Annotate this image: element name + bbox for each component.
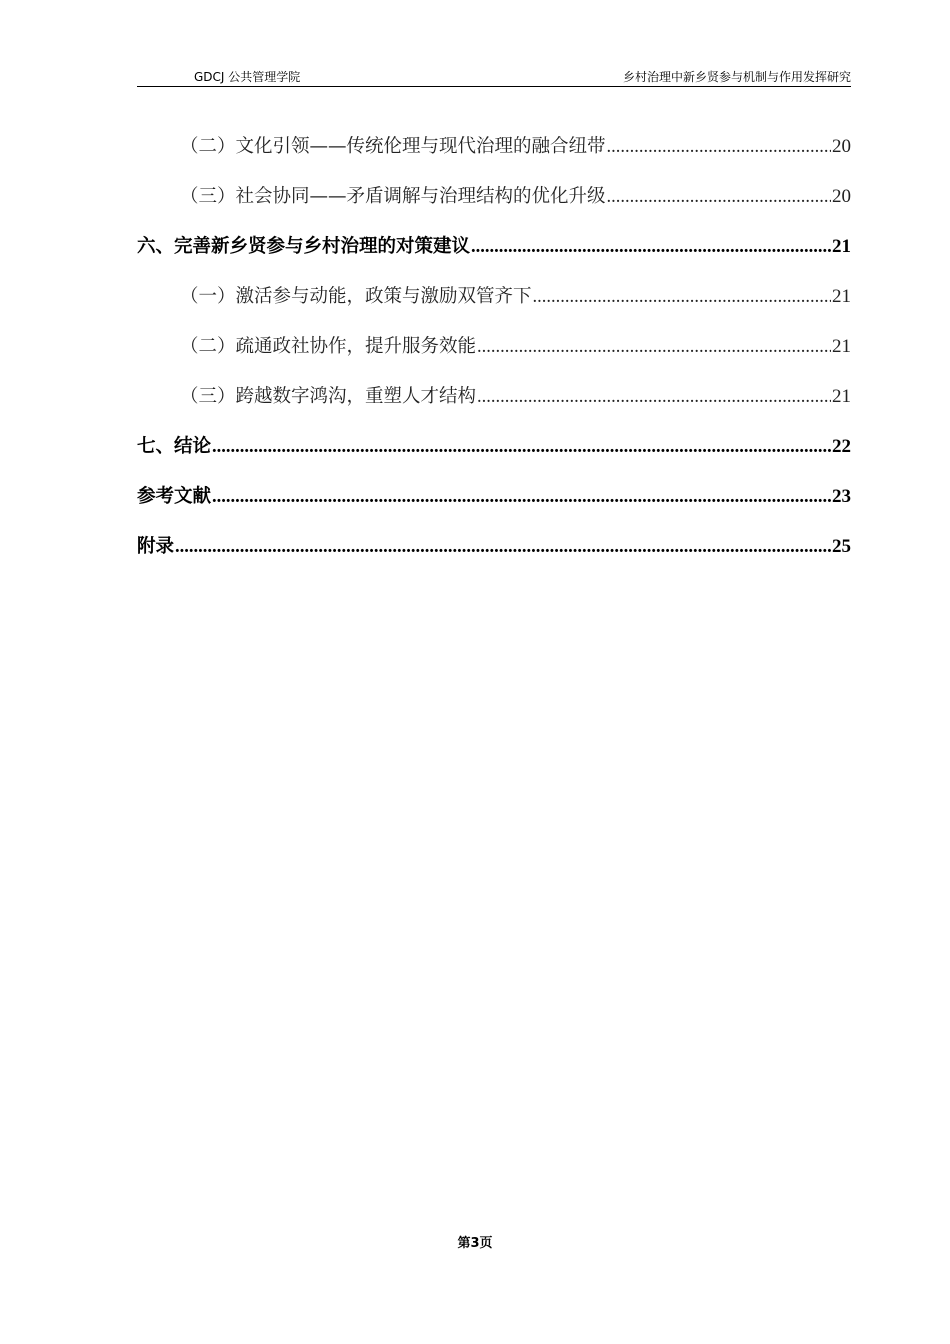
toc-entry-title: 六、完善新乡贤参与乡村治理的对策建议: [137, 236, 471, 257]
toc-entry-page: 21: [832, 236, 851, 257]
page-header: [137, 66, 851, 87]
toc-leader-dots: [175, 522, 831, 572]
toc-entry[interactable]: [137, 372, 851, 422]
toc-entry-page: 21: [832, 336, 851, 357]
toc-entry-page: 21: [832, 286, 851, 307]
toc-entry-title: （三）跨越数字鸿沟，重塑人才结构: [180, 386, 477, 407]
table-of-contents: [137, 122, 851, 572]
toc-leader-dots: [212, 422, 831, 472]
toc-entry-page: 25: [832, 536, 851, 557]
toc-leader-dots: [477, 322, 831, 372]
toc-entry-title: 附录: [137, 536, 175, 557]
toc-entry-page: 22: [832, 436, 851, 457]
toc-entry[interactable]: [137, 322, 851, 372]
toc-chapter-entry[interactable]: [137, 422, 851, 472]
toc-entry-title: （三）社会协同——矛盾调解与治理结构的优化升级: [180, 186, 606, 207]
toc-entry-title: （二）疏通政社协作，提升服务效能: [180, 336, 477, 357]
toc-entry[interactable]: [137, 122, 851, 172]
header-thesis-title: 乡村治理中新乡贤参与机制与作用发挥研究: [622, 70, 851, 84]
toc-chapter-entry[interactable]: [137, 522, 851, 572]
toc-entry[interactable]: [137, 172, 851, 222]
toc-entry-page: 20: [832, 186, 851, 207]
toc-entry-page: 23: [832, 486, 851, 507]
header-institution: GDCJ 公共管理学院: [194, 70, 301, 84]
toc-leader-dots: [477, 372, 831, 422]
toc-leader-dots: [212, 472, 831, 522]
toc-chapter-entry[interactable]: [137, 222, 851, 272]
toc-entry-page: 20: [832, 136, 851, 157]
toc-entry-title: （一）激活参与动能，政策与激励双管齐下: [180, 286, 532, 307]
toc-entry-title: 参考文献: [137, 486, 212, 507]
toc-chapter-entry[interactable]: [137, 472, 851, 522]
page-number-footer: 第3页: [457, 1236, 493, 1251]
toc-entry[interactable]: [137, 272, 851, 322]
toc-entry-title: 七、结论: [137, 436, 212, 457]
toc-leader-dots: [607, 172, 831, 222]
toc-entry-page: 21: [832, 386, 851, 407]
toc-leader-dots: [471, 222, 831, 272]
toc-leader-dots: [533, 272, 831, 322]
toc-entry-title: （二）文化引领——传统伦理与现代治理的融合纽带: [180, 136, 606, 157]
toc-leader-dots: [607, 122, 831, 172]
